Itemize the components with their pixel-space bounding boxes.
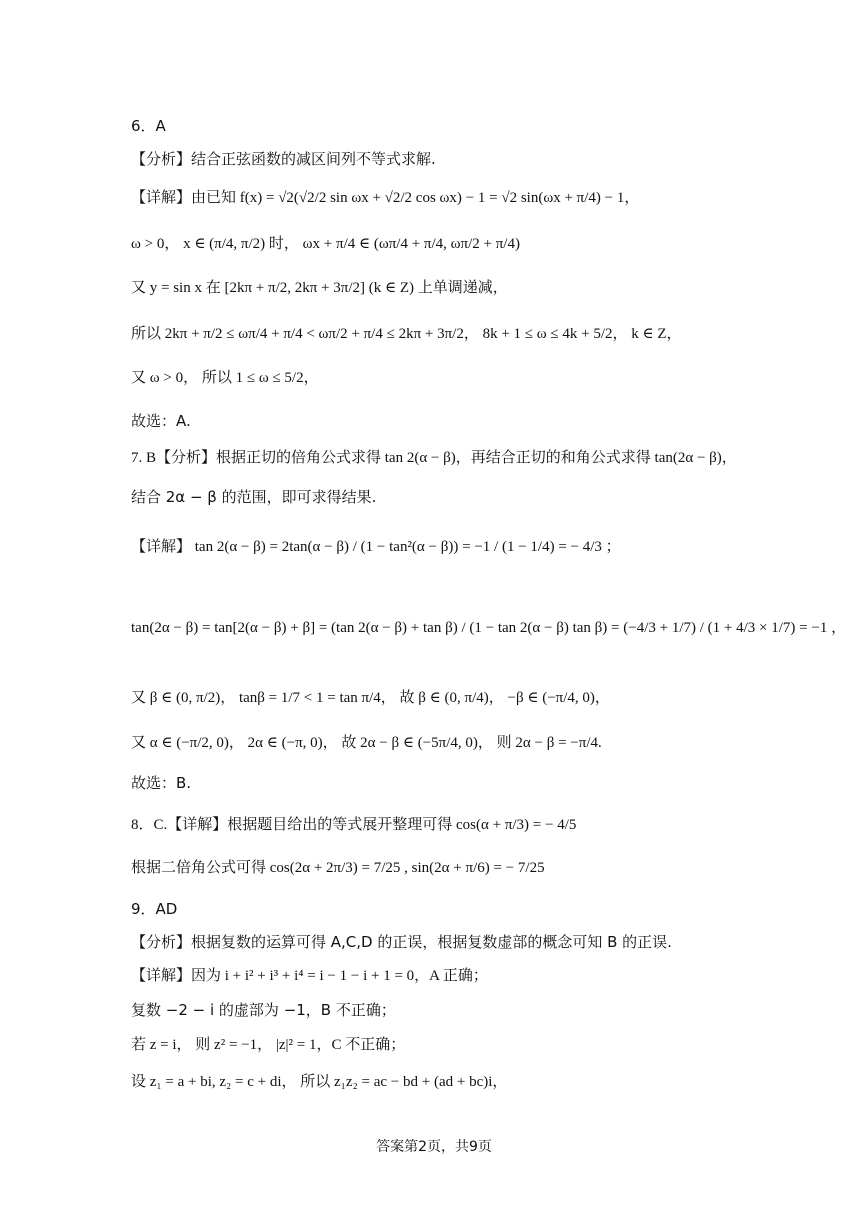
- q7-detail-1: 【详解】 tan 2(α − β) = 2tan(α − β) / (1 − tan²(α − β)) = −1 / (1 − 1/4) = − 4/3 ；: [131, 539, 621, 555]
- q7-detail-2: tan(2α − β) = tan[2(α − β) + β] = (tan 2(α − β) + tan β) / (1 − tan 2(α − β) tan β) = (−4/3 + 1/7) / (1 + 4/3 × 1/7) = −1 ，: [131, 620, 847, 636]
- q9-header: 9．AD: [131, 900, 178, 918]
- q6-detail-1: 【详解】由已知 f(x) = √2(√2/2 sin ωx + √2/2 cos ωx) − 1 = √2 sin(ωx + π/4) − 1，: [131, 190, 640, 206]
- q6-analysis: 【分析】结合正弦函数的减区间列不等式求解.: [131, 150, 436, 168]
- q6-detail-3: 又 y = sin x 在 [2kπ + π/2, 2kπ + 3π/2] (k ∈ Z) 上单调递减，: [131, 280, 508, 296]
- q9-detail-3: 若 z = i， 则 z² = −1， |z|² = 1，C 不正确；: [131, 1037, 406, 1053]
- q9-detail-2: 复数 −2 − i 的虚部为 −1，B 不正确；: [131, 1001, 396, 1019]
- q6-detail-4: 所以 2kπ + π/2 ≤ ωπ/4 + π/4 < ωπ/2 + π/4 ≤ 2kπ + 3π/2， 8k + 1 ≤ ω ≤ 4k + 5/2， k ∈ Z，: [131, 326, 682, 342]
- q7-answer: 故选：B.: [131, 774, 192, 792]
- q9-detail-1: 【详解】因为 i + i² + i³ + i⁴ = i − 1 − i + 1 = 0，A 正确；: [131, 968, 488, 984]
- q7-analysis-2: 结合 2α − β 的范围，即可求得结果.: [131, 488, 377, 506]
- q7-analysis-1: 7. B【分析】根据正切的倍角公式求得 tan 2(α − β)，再结合正切的和角公式求得 tan(2α − β)，: [131, 450, 737, 466]
- q9-analysis: 【分析】根据复数的运算可得 A,C,D 的正误，根据复数虚部的概念可知 B 的正误.: [131, 933, 672, 951]
- q9-detail-4: 设 z₁ = a + bi, z₂ = c + di， 所以 z₁z₂ = ac − bd + (ad + bc)i，: [131, 1074, 508, 1090]
- q8-line-2: 根据二倍角公式可得 cos(2α + 2π/3) = 7/25 , sin(2α + π/6) = − 7/25: [131, 860, 545, 876]
- q6-detail-5: 又 ω > 0， 所以 1 ≤ ω ≤ 5/2，: [131, 370, 319, 386]
- q6-answer: 故选：A.: [131, 412, 191, 430]
- q7-detail-4: 又 α ∈ (−π/2, 0)， 2α ∈ (−π, 0)， 故 2α − β ∈ (−5π/4, 0)， 则 2α − β = −π/4.: [131, 735, 602, 751]
- q7-detail-3: 又 β ∈ (0, π/2)， tanβ = 1/7 < 1 = tan π/4， 故 β ∈ (0, π/4)， −β ∈ (−π/4, 0)，: [131, 690, 610, 706]
- q6-detail-2: ω > 0， x ∈ (π/4, π/2) 时， ωx + π/4 ∈ (ωπ/4 + π/4, ωπ/2 + π/4): [131, 236, 520, 252]
- q8-line-1: 8．C.【详解】根据题目给出的等式展开整理可得 cos(α + π/3) = − 4/5: [131, 817, 577, 833]
- page-footer: 答案第2页，共9页: [376, 1139, 492, 1155]
- q6-header: 6．A: [131, 117, 166, 135]
